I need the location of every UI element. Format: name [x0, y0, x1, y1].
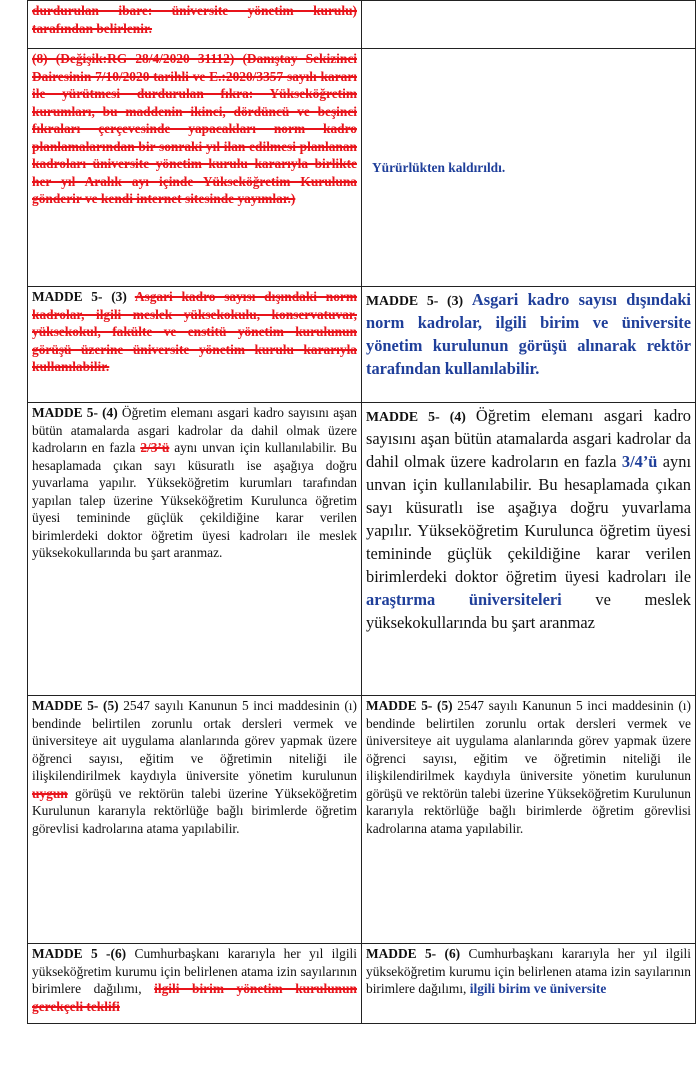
article-label: MADDE 5- (6) [366, 946, 469, 961]
old-text-cell [28, 403, 362, 696]
old-text-cell [28, 944, 362, 1024]
article-label: MADDE 5- (3) [366, 293, 472, 308]
old-text-cell [28, 696, 362, 944]
cell-text: Öğretim elemanı asgari kadro sayısını aşan bütün atamalarda asgari kadrolar da dahil olmak üzere kadroların en fazla [32, 405, 357, 455]
struck-text: Asgari kadro sayısı dışındaki norm kadrolar, ilgili meslek yüksekokulu, konservatuvar, yüksekokul, fakülte ve enstitü yönetim kurulunun görüşü üzerine üniversite yönetim kurulu kararıyla kullanılabilir. [32, 289, 358, 374]
table-row [28, 696, 696, 944]
article-label: MADDE 5 -(6) [32, 946, 135, 961]
new-text: ilgili birim ve üniversite [469, 981, 607, 996]
document-page [27, 0, 692, 1024]
article-label: MADDE 5- (5) [366, 698, 458, 713]
struck-text: durdurulan ibare: üniversite yönetim kurulu) tarafından belirlenir. [32, 3, 357, 36]
old-text-cell [28, 49, 362, 287]
new-text-cell [362, 944, 696, 1024]
table-row [28, 49, 696, 287]
new-text: Asgari kadro sayısı dışındaki norm kadrolar, ilgili birim ve üniversite yönetim kurulunun görüşü alınarak rektör tarafından kullanılabilir. [366, 290, 691, 378]
struck-text: 2/3’ü [140, 440, 170, 455]
article-label: MADDE 5- (5) [32, 698, 124, 713]
old-text-cell [28, 1, 362, 49]
new-text-cell [362, 1, 696, 49]
new-text-cell [362, 696, 696, 944]
article-label: MADDE 5- (3) [32, 289, 135, 304]
table-row [28, 1, 696, 49]
cell-text: Cumhurbaşkanı kararıyla her yıl ilgili yükseköğretim kurumu için belirlenen atama izin sayılarının birimlere dağılımı, [366, 946, 691, 996]
article-label: MADDE 5- (4) [32, 405, 122, 420]
new-text-cell [362, 49, 696, 287]
new-text-cell [362, 403, 696, 696]
table-row [28, 403, 696, 696]
struck-text: uygun [32, 785, 68, 801]
cell-text: ve meslek yüksekokullarında bu şart aranmaz [366, 590, 692, 632]
table-row [28, 944, 696, 1024]
struck-text: ilgili birim yönetim kurulunun gerekçeli teklifi [32, 981, 357, 1014]
old-text-cell [28, 287, 362, 403]
cell-text: 2547 sayılı Kanunun 5 inci maddesinin (ı) bendinde belirtilen zorunlu ortak dersleri vermek ve üniversiteye ait uygulama alanlarında görev yapmak üzere öğrenci sayısı, eğitim ve öğretimin niteliği ile ilişkilendirilmek kaydıyla üniversite yönetim kurulunun görüşü ve rektörün talebi üzerine Yükseköğretim Kurulunun kararıyla rektörlüğe bağlı birimlerde öğretim görevlisi kadrolarına atama yapılabilir. [366, 698, 691, 836]
struck-text: (8) (Değişik:RG 28/4/2020 31112) (Danıştay Sekizinci Dairesinin 7/10/2020 tarihli ve E.:2020/3357 sayılı kararı ile yürütmesi durdurulan fıkra: Yükseköğretim kurumları, bu maddenin ikinci, dördüncü ve beşinci fıkraları çerçevesinde yapacakları norm kadro planlamalarından bir sonraki yıl ilan edilmesi planlanan kadroları üniversite yönetim kurulu kararıyla birlikte her yıl Aralık ayı içinde Yükseköğretim Kuruluna gönderir ve kendi internet sitesinde yayımlar.) [32, 51, 357, 206]
new-text-cell [362, 287, 696, 403]
cell-text: görüşü ve rektörün talebi üzerine Yükseköğretim Kurulunun kararıyla rektörlüğe bağlı birimlerde öğretim görevlisi kadrolarına atama yapılabilir. [32, 785, 357, 836]
table-row [28, 287, 696, 403]
new-text: araştırma üniversiteleri [366, 590, 562, 609]
article-label: MADDE 5- (4) [366, 409, 476, 424]
repealed-text: Yürürlükten kaldırıldı. [372, 159, 506, 175]
cell-text: Öğretim elemanı asgari kadro sayısını aşan bütün atamalarda asgari kadrolar da dahil olmak üzere kadroların en fazla [366, 406, 692, 471]
new-text: 3/4’ü [621, 452, 658, 471]
comparison-table [27, 0, 696, 1024]
cell-text: aynı unvan için kullanılabilir. Bu hesaplamada çıkan sayı küsuratlı ise aşağıya doğru yuvarlama yapılır. Yükseköğretim Kurulunca öğretim üyesi temininde güçlük çekildiğine karar verilen birimlerdeki doktor öğretim üyesi kadroları ile [366, 452, 691, 586]
cell-text: Cumhurbaşkanı kararıyla her yıl ilgili yükseköğretim kurumu için belirlenen atama izin sayılarının birimlere dağılımı, [32, 946, 357, 996]
cell-text: aynı unvan için kullanılabilir. Bu hesaplamada çıkan sayı küsuratlı ise aşağıya doğru yuvarlama yapılır. Yükseköğretim kurumları tarafından yapılan talep üzerine Yükseköğretim Kurulunca öğretim üyesi temininde güçlük çekildiğine karar verilen birimlerdeki doktor öğretim üyesi kadroları ile meslek yüksekokullarında bu şart aranmaz. [32, 440, 357, 560]
cell-text: 2547 sayılı Kanunun 5 inci maddesinin (ı) bendinde belirtilen zorunlu ortak dersleri vermek ve üniversiteye ait uygulama alanlarında görev yapmak üzere öğrenci sayısı, eğitim ve öğretimin niteliği ile ilişkilendirilmek kaydıyla üniversite yönetim kurulunun [32, 698, 357, 783]
